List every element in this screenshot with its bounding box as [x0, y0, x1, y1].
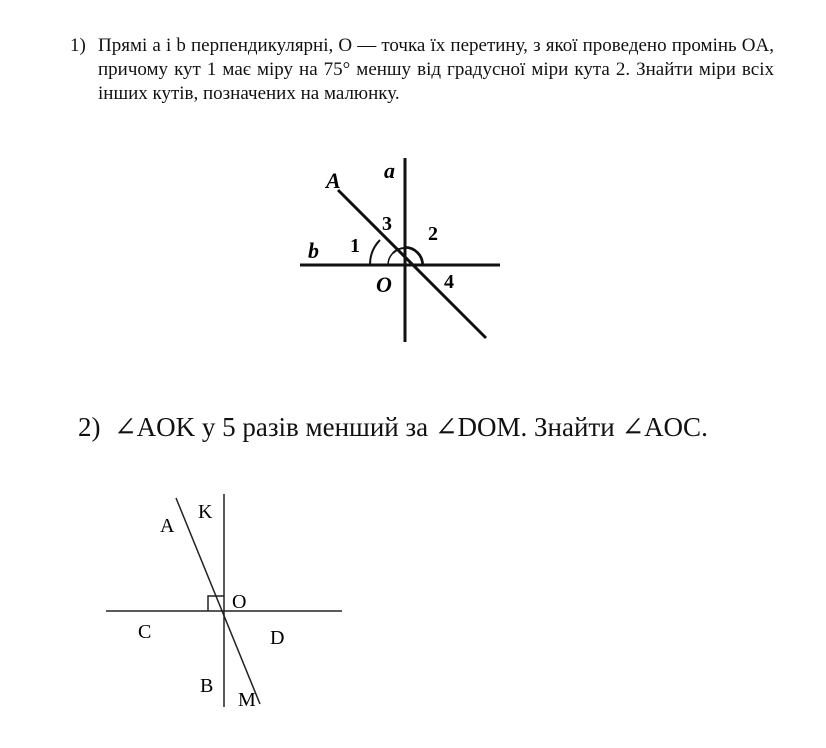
fig1-label-O: O	[376, 272, 392, 297]
problem-2-figure	[100, 492, 360, 722]
fig1-label-4: 4	[444, 271, 454, 293]
angle-symbol: ∠	[114, 412, 137, 442]
angle-symbol: ∠	[434, 412, 458, 442]
fig2-label-D: D	[270, 627, 285, 649]
fig1-label-A: A	[326, 168, 341, 193]
problem-2	[78, 410, 798, 444]
fig2-label-B: B	[200, 675, 214, 697]
problem-1-text: Прямі a і b перпендикулярні, O — точка їх перетину, з якої проведено промінь OA, причому кут 1 має міру на 75° меншу від градусної міри кута 2. Знайти міри всіх інших кутів, позначених на малюнку.	[98, 35, 774, 104]
problem-1-figure	[298, 150, 508, 350]
angle-1-arc	[370, 240, 380, 265]
fig2-label-M: M	[238, 689, 256, 711]
problem-2-text-part1: AOK у 5 разів менший за	[136, 412, 435, 442]
fig1-label-b: b	[308, 238, 319, 263]
problem-2-text-part2: DOM. Знайти	[457, 412, 622, 442]
fig2-label-O: O	[232, 591, 247, 613]
problem-1	[70, 34, 774, 106]
fig2-label-A: A	[160, 515, 175, 537]
fig1-label-2: 2	[428, 223, 438, 245]
problem-2-text-part3: AOC.	[644, 412, 708, 442]
problem-2-number: 2)	[78, 412, 101, 442]
fig1-label-3: 3	[382, 213, 392, 235]
fig1-label-a: a	[384, 158, 395, 183]
fig2-label-C: C	[138, 621, 152, 643]
cropped-heading-fragment	[520, 0, 640, 2]
problem-1-number: 1)	[70, 35, 86, 56]
line-am	[176, 498, 260, 704]
fig1-label-1: 1	[350, 235, 360, 257]
fig2-label-K: K	[198, 501, 213, 523]
angle-symbol: ∠	[621, 412, 645, 442]
